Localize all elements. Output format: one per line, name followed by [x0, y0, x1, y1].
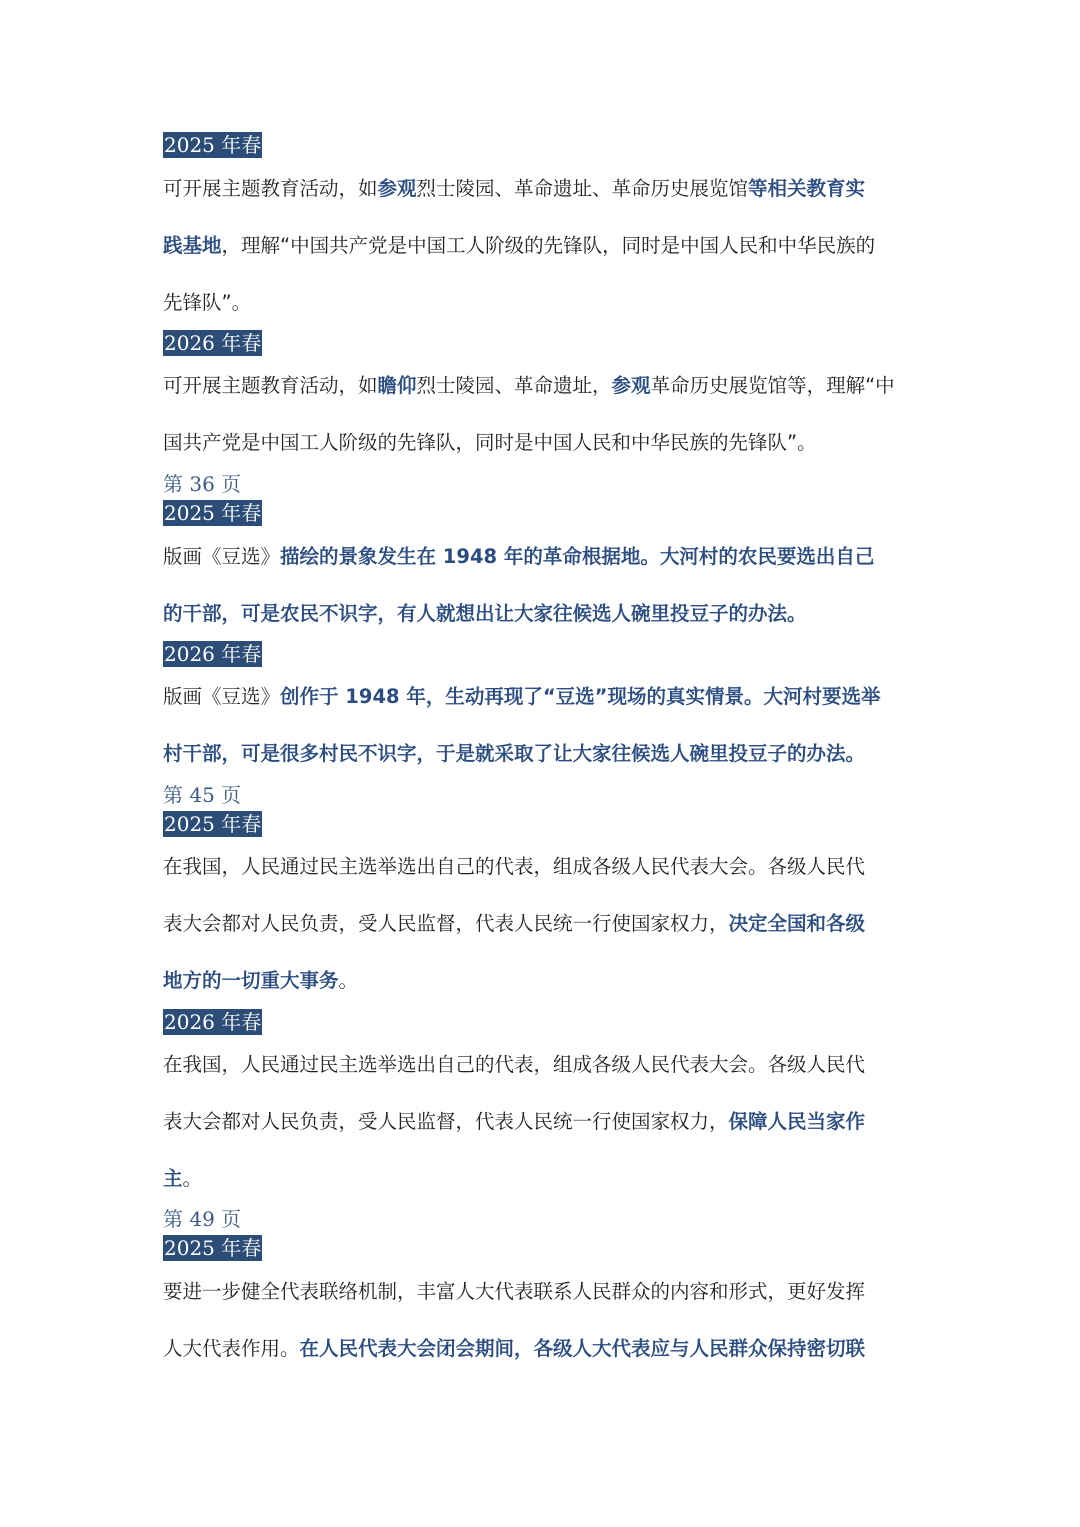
highlighted-text: 在人民代表大会闭会期间，各级人大代表应与人民群众保持密切联	[299, 1337, 866, 1360]
highlighted-text: 决定全国和各级	[728, 912, 866, 935]
edition-tag: 2025 年春	[164, 812, 262, 836]
highlighted-text: 等相关教育实	[748, 177, 866, 200]
highlighted-text: 的干部，可是农民不识字，有人就想出让大家往候选人碗里投豆子的办法。	[163, 602, 807, 625]
edition-tag: 2025 年春	[164, 501, 262, 525]
text-line: 国共产党是中国工人阶级的先锋队，同时是中国人民和中华民族的先锋队”。	[163, 431, 817, 454]
text-line: 在我国，人民通过民主选举选出自己的代表，组成各级人民代表大会。各级人民代	[163, 855, 866, 878]
text-line	[163, 585, 923, 642]
text-line: 可开展主题教育活动，如瞻仰烈士陵园、革命遗址，参观革命历史展览馆等，理解“中	[163, 374, 895, 397]
passage-text	[163, 1036, 923, 1207]
page-number-header: 第 36 页	[163, 472, 242, 496]
highlighted-text: 参观	[377, 177, 417, 200]
edition-tag: 2025 年春	[164, 133, 262, 157]
highlighted-text: 主	[163, 1167, 183, 1190]
text-line: 版画《豆选》创作于 1948 年，生动再现了“豆选”现场的真实情景。大河村要选举	[163, 685, 881, 708]
text-line: 版画《豆选》描绘的景象发生在 1948 年的革命根据地。大河村的农民要选出自己	[163, 545, 875, 568]
highlighted-text: 参观	[611, 374, 651, 397]
passage-text	[163, 668, 923, 782]
edition-tag: 2026 年春	[164, 331, 262, 355]
passage-text	[163, 357, 923, 471]
text-line: 人大代表作用。在人民代表大会闭会期间，各级人大代表应与人民群众保持密切联	[163, 1337, 866, 1360]
edition-tag: 2025 年春	[164, 1236, 262, 1260]
text-line: 表大会都对人民负责，受人民监督，代表人民统一行使国家权力，保障人民当家作	[163, 1110, 866, 1133]
passage-text	[163, 838, 923, 1009]
highlighted-text: 瞻仰	[377, 374, 417, 397]
text-line: 要进一步健全代表联络机制，丰富人大代表联系人民群众的内容和形式，更好发挥	[163, 1280, 866, 1303]
edition-tag: 2026 年春	[164, 1010, 262, 1034]
text-line: 主。	[163, 1167, 203, 1190]
highlighted-text: 地方的一切重大事务	[163, 969, 339, 992]
page-number-header: 第 45 页	[163, 783, 242, 807]
highlighted-text: 创作于 1948 年，生动再现了“豆选”现场的真实情景。大河村要选举	[280, 685, 881, 708]
text-line: 地方的一切重大事务。	[163, 969, 359, 992]
edition-tag: 2026 年春	[164, 642, 262, 666]
passage-text	[163, 1263, 923, 1377]
highlighted-text: 践基地	[163, 234, 222, 257]
text-line	[163, 725, 923, 782]
text-line: 可开展主题教育活动，如参观烈士陵园、革命遗址、革命历史展览馆等相关教育实	[163, 177, 866, 200]
page-number-header: 第 49 页	[163, 1207, 242, 1231]
text-line: 先锋队”。	[163, 291, 252, 314]
highlighted-text: 村干部，可是很多村民不识字，于是就采取了让大家往候选人碗里投豆子的办法。	[163, 742, 866, 765]
text-line: 践基地，理解“中国共产党是中国工人阶级的先锋队，同时是中国人民和中华民族的	[163, 234, 876, 257]
highlighted-text: 描绘的景象发生在 1948 年的革命根据地。大河村的农民要选出自己	[280, 545, 875, 568]
text-line: 表大会都对人民负责，受人民监督，代表人民统一行使国家权力，决定全国和各级	[163, 912, 866, 935]
passage-text	[163, 528, 923, 642]
highlighted-text: 保障人民当家作	[728, 1110, 866, 1133]
passage-text	[163, 160, 923, 331]
text-line: 在我国，人民通过民主选举选出自己的代表，组成各级人民代表大会。各级人民代	[163, 1053, 866, 1076]
